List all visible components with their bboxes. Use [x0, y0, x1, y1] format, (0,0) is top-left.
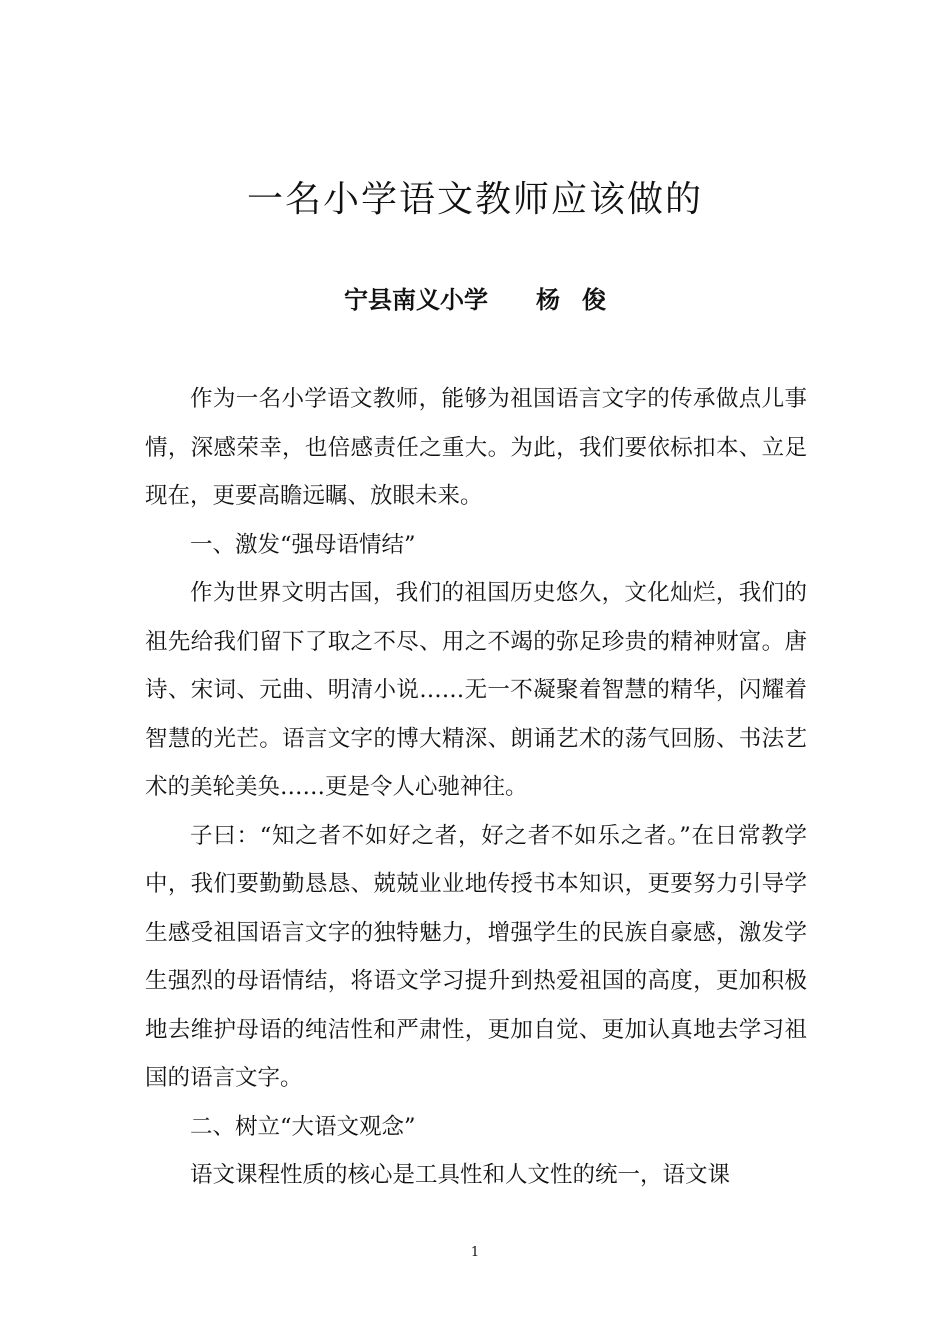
paragraph: 子曰：“知之者不如好之者，好之者不如乐之者。”在日常教学中，我们要勤勤恳恳、兢兢业业地传授书本知识，更要努力引导学生感受祖国语言文字的独特魅力，增强学生的民族自豪感，激发学生强烈的母语情结，将语文学习提升到热爱祖国的高度，更加积极地去维护母语的纯洁性和严肃性，更加自觉、更加认真地去学习祖国的语言文字。 — [145, 822, 807, 1091]
byline — [0, 282, 950, 318]
section-heading-2: 二、树立“大语文观念” — [190, 1113, 416, 1140]
page-number: 1 — [470, 1245, 480, 1260]
section-heading-1: 一、激发“强母语情结” — [190, 531, 416, 558]
paragraph: 语文课程性质的核心是工具性和人文性的统一，语文课 — [190, 1162, 731, 1188]
document-title: 一名小学语文教师应该做的 — [246, 179, 703, 220]
school-name: 宁县南义小学 — [344, 286, 488, 314]
paragraph-intro: 作为一名小学语文教师，能够为祖国语言文字的传承做点儿事情，深感荣幸，也倍感责任之重大。为此，我们要依标扣本、立足现在，更要高瞻远瞩、放眼未来。 — [145, 386, 807, 509]
author-name: 杨俊 — [536, 286, 628, 314]
paragraph: 作为世界文明古国，我们的祖国历史悠久，文化灿烂，我们的祖先给我们留下了取之不尽、用之不竭的弥足珍贵的精神财富。唐诗、宋词、元曲、明清小说……无一不凝聚着智慧的精华，闪耀着智慧的光芒。语言文字的博大精深、朗诵艺术的荡气回肠、书法艺术的美轮美奂……更是令人心驰神往。 — [145, 580, 807, 800]
document-body — [145, 375, 807, 1200]
